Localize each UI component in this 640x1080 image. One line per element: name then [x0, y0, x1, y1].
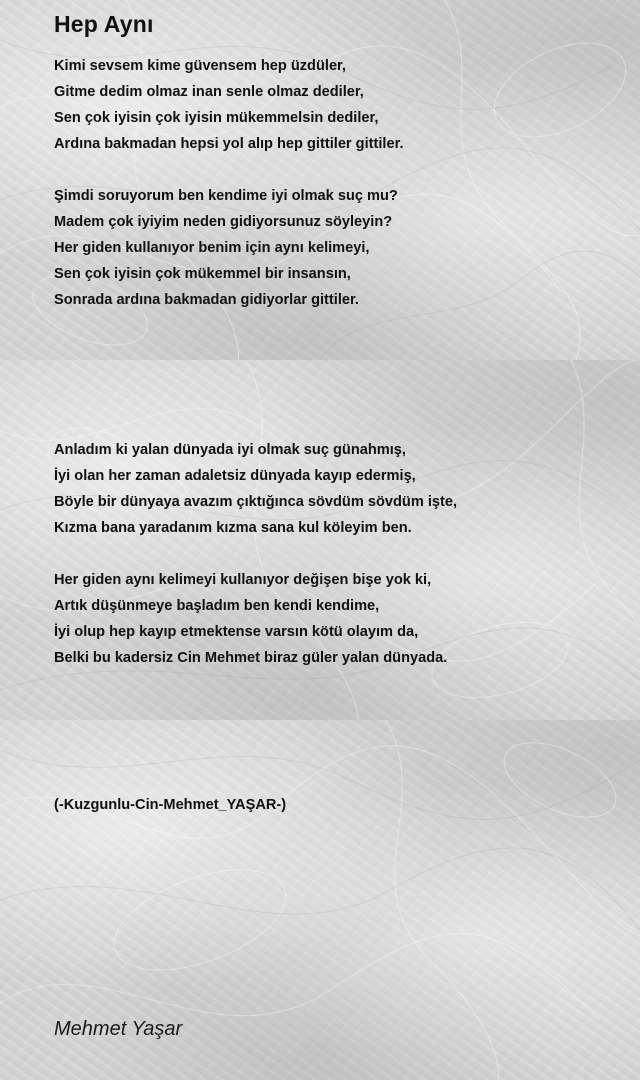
- poem-line: Belki bu kadersiz Cin Mehmet biraz güler yalan dünyada.: [54, 650, 448, 666]
- poem-line: Sonrada ardına bakmadan gidiyorlar gittiler.: [54, 292, 359, 308]
- poem-line: Gitme dedim olmaz inan senle olmaz dediler,: [54, 84, 364, 100]
- background-panel-middle: [0, 360, 640, 720]
- background-panel-top: [0, 0, 640, 360]
- poem-line: Şimdi soruyorum ben kendime iyi olmak suç mu?: [54, 188, 398, 204]
- poem-line: Böyle bir dünyaya avazım çıktığınca sövdüm sövdüm işte,: [54, 494, 458, 510]
- stanza-1: [54, 53, 404, 157]
- poem-line: Kızma bana yaradanım kızma sana kul köleyim ben.: [54, 520, 412, 536]
- poem-line: İyi olan her zaman adaletsiz dünyada kayıp edermiş,: [54, 468, 416, 484]
- stanza-3: [54, 437, 457, 541]
- stanza-2: [54, 183, 398, 313]
- poem-line: Ardına bakmadan hepsi yol alıp hep gittiler gittiler.: [54, 136, 404, 152]
- poem-line: Her giden aynı kelimeyi kullanıyor değişen bişe yok ki,: [54, 572, 432, 588]
- poem-line: Artık düşünmeye başladım ben kendi kendime,: [54, 598, 380, 614]
- author-name: Mehmet Yaşar: [54, 1018, 183, 1040]
- poem-line: Sen çok iyisin çok iyisin mükemmelsin dediler,: [54, 110, 379, 126]
- poem-line: Sen çok iyisin çok mükemmel bir insansın,: [54, 266, 351, 282]
- poem-line: Her giden kullanıyor benim için aynı kelimeyi,: [54, 240, 370, 256]
- poem-line: Anladım ki yalan dünyada iyi olmak suç günahmış,: [54, 442, 406, 458]
- poem-title: Hep Aynı: [54, 11, 154, 37]
- poem-signature: (-Kuzgunlu-Cin-Mehmet_YAŞAR-): [54, 797, 287, 813]
- poem-line: Madem çok iyiyim neden gidiyorsunuz söyleyin?: [54, 214, 393, 230]
- poem-line: Kimi sevsem kime güvensem hep üzdüler,: [54, 58, 346, 74]
- poem-line: İyi olup hep kayıp etmektense varsın kötü olayım da,: [54, 624, 419, 640]
- stanza-4: [54, 567, 447, 671]
